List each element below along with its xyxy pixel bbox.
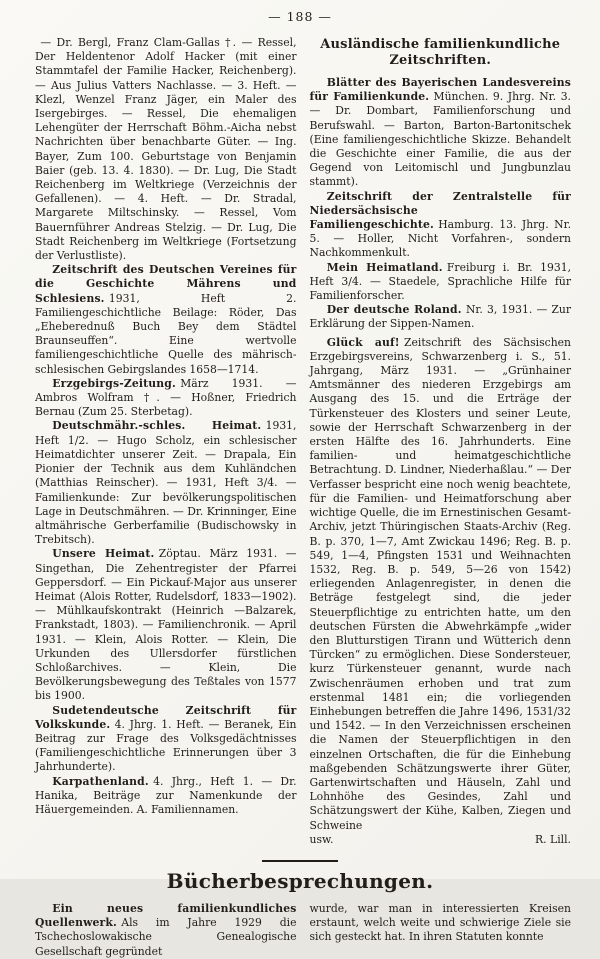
column-right xyxy=(310,36,572,847)
journal-entry xyxy=(310,261,572,304)
journal-title: Sudetendeutsche Zeitschrift für Volkskunde. xyxy=(35,703,297,731)
journal-title: Zeitschrift der Zentralstelle für Niedersächsische Familiengeschichte. xyxy=(309,189,571,232)
journal-title: Der deutsche Roland. xyxy=(326,303,462,317)
journal-title: Karpathenland. xyxy=(52,774,149,788)
journal-entry xyxy=(35,775,297,818)
journal-entry xyxy=(35,547,297,703)
entry-text: Freiburg i. Br. 1931, Heft 3/4. — Staedele, Sprachliche Hilfe für Familienforscher. xyxy=(309,260,571,303)
book-reviews-columns xyxy=(0,893,600,959)
entry-text: 1931, Heft 1/2. — Hugo Scholz, ein schlesischer Heimatdichter unserer Zeit. — Drapala, Ein Pionier der Technik aus dem Kuhländchen (Matthias Reinscher). — 1931, Heft 3/4. — Familienkunde: Zur bevölkerungspolitischen Lage in Deutschmähren. — Dr. Krinninger, Eine altmährische Gerberfamilie (Budischowsky in Trebitsch). xyxy=(35,419,297,547)
section-heading-foreign-journals: Ausländische familienkundliche Zeitschriften. xyxy=(320,37,561,68)
journal-entry xyxy=(35,704,297,775)
book-reviews-column-left xyxy=(35,902,297,959)
journal-title: Glück auf! xyxy=(326,335,400,349)
journal-title: Erzgebirgs-Zeitung. xyxy=(52,376,176,390)
section-divider-rule xyxy=(262,860,338,862)
entry-text: Hamburg. 13. Jhrg. Nr. 5. — Holler, Nicht Vorfahren-, sondern Nachkommenkult. xyxy=(309,218,571,260)
book-review-title: Ein neues familienkundliches Quellenwerk. xyxy=(35,901,297,930)
two-column-body xyxy=(0,24,600,847)
journal-entry xyxy=(310,190,572,261)
entry-text: München. 9. Jhrg. Nr. 3. — Dr. Dombart, Familienforschung und Berufswahl. — Barton, Barton-Bartonitschek (Eine familiengeschichtliche Skizze. Behandelt die Geschichte einer Familie, die aus der Gegend von Leitomischl und Jungbunzlau stammt). xyxy=(309,90,571,189)
entry-text: 1931, Heft 2. Familiengeschichtliche Beilage: Röder, Das „Eheberednuß Buch Bey dem Städtel Braunseuffen“. Eine wertvolle familiengeschichtliche Quelle des mährisch-schlesischen Gebirgslandes 1658—1714. xyxy=(35,291,297,376)
entry-text: — Dr. Bergl, Franz Clam-Gallas †. — Ressel, Der Heldentenor Adolf Hacker (mit einer Stammtafel der Familie Hacker, Reichenberg). — Aus Julius Vatters Nachlasse. — 3. Heft. — Klezl, Wenzel Franz Jäger, ein Maler des Isergebirges. — Ressel, Die ehemaligen Lehengüter der Herrschaft Böhm.-Aicha nebst Nachrichten über benachbarte Güter. — Ing. Bayer, Zum 100. Geburtstage von Benjamin Baier (geb. 13. 4. 1830). — Dr. Lug, Die Stadt Reichenberg im Weltkriege (Verzeichnis der Gefallenen). — 4. Heft. — Dr. Stradal, Margarete Miltschinsky. — Ressel, Vom Bauernführer Andreas Stelzig. — Dr. Lug, Die Stadt Reichenberg im Weltkriege (Fortsetzung der Verlustliste). xyxy=(35,36,297,263)
journal-title: Deutschmähr.-schles. Heimat. xyxy=(52,419,262,433)
signature-row xyxy=(310,833,572,847)
journal-entry xyxy=(310,76,572,190)
book-review-text: Als im Jahre 1929 die Tschechoslowakische Genealogische Gesellschaft gegründet xyxy=(35,916,297,958)
book-review-entry xyxy=(35,902,297,959)
entry-text: März 1931. — Ambros Wolfram †. — Hoßner, Friedrich Bernau (Zum 25. Sterbetag). xyxy=(35,376,297,419)
journal-entry xyxy=(35,377,297,420)
journal-title: Unsere Heimat. xyxy=(52,547,155,561)
entry-text: 4. Jhrg. 1. Heft. — Beranek, Ein Beitrag zur Frage des Volksgedächtnisses (Familiengeschichtliche Erinnerungen über 3 Jahrhunderte). xyxy=(35,717,297,774)
page-number: — 188 — xyxy=(268,9,332,24)
book-review-continuation: wurde, war man in interessierten Kreisen erstaunt, welch weite und schwierige Ziele sie sich gesteckt hat. In ihren Statuten konnte xyxy=(309,901,571,944)
journal-title: Zeitschrift des Deutschen Vereines für die Geschichte Mährens und Schlesiens. xyxy=(35,263,297,305)
entry-text-end: usw. xyxy=(309,832,334,846)
entry-text: Zöptau. März 1931. — Singethan, Die Zehentregister der Pfarrei Geppersdorf. — Ein Pickauf-Major aus unserer Heimat (Alois Rotter, Rudelsdorf, 1833—1902). — Mühlkaufskontrakt (Heinrich —Balzarek, Frankstadt, 1803). — Familienchronik. — April 1931. — Klein, Alois Rotter. — Klein, Die Urkunden des Ullersdorfer fürstlichen Schloßarchives. — Klein, Die Bevölkerungsbewegung des Teßtales von 1577 bis 1900. xyxy=(35,547,297,703)
column-left xyxy=(35,36,297,847)
section-heading-book-reviews: Bücherbesprechungen. xyxy=(166,868,434,893)
entry-text: Nr. 3, 1931. — Zur Erklärung der Sippen-Namen. xyxy=(309,303,571,331)
journal-entry xyxy=(310,303,572,331)
reviewer-signature: R. Lill. xyxy=(535,832,571,846)
entry-text: 4. Jhrg., Heft 1. — Dr. Hanika, Beiträge zur Namenkunde der Häuergemeinden. A. Familiennamen. xyxy=(35,774,297,816)
book-reviews-column-right xyxy=(310,902,572,959)
journal-title: Blätter des Bayerischen Landesvereins für Familienkunde. xyxy=(309,76,571,104)
journal-entry-continuation xyxy=(35,36,297,263)
journal-entry xyxy=(35,419,297,547)
journal-entry xyxy=(35,263,297,377)
entry-text: Zeitschrift des Sächsischen Erzgebirgsvereins, Schwarzenberg i. S., 51. Jahrgang, März 1931. — „Grünhainer Amtsmänner des niederen Erzgebirgs am Ausgang des 15. und die Erträge der Türkensteuer des Klosters und seiner Leute, sowie der Herrschaft Schwarzenberg in der ersten Hälfte des 16. Jahrhunderts. Eine familien- und heimatgeschichtliche Betrachtung. D. Lindner, Niederhaßlau.“ — Der Verfasser bespricht eine noch wenig beachtete, für die Familien- und Heimatforschung aber wichtige Quelle, die im Ernestinischen Gesamt-Archiv, jetzt Thüringischen Staats-Archiv (Reg. B. p. 370, 1—7, Amt Zwickau 1496; Reg. B. p. 549, 1—4, Pfingsten 1531 und Weihnachten 1532, Reg. B. p. 549, 5—26 von 1542) erliegenden Anlagenregister, in denen die Beträge festgelegt sind, die jeder Steuerpflichtige zu entrichten hatte, um den deutschen Fürsten die Abwehrkämpfe „wider den Blutturstigen Tirann und Wütterich denn Türcken“ zu ermöglichen. Diese Sondersteuer, kurz Türkensteuer genannt, wurde nach Zwischenräumen erhoben und trat zum erstenmal 1481 ein; die vorliegenden Einhebungen betreffen die Jahre 1496, 1531/32 und 1542. — In den Verzeichnissen erscheinen die Namen der Steuerpflichtigen in den einzelnen Ortschaften, die für die Einhebung maßgebenden Schätzungswerte ihrer Güter, Gartenwirtschaften und Häuseln, Zahl und Lohnhöhe des Gesindes, Zahl und Schätzungswert der Kühe, Kalben, Ziegen und Schweine xyxy=(309,335,571,832)
journal-entry xyxy=(310,336,572,833)
journal-title: Mein Heimatland. xyxy=(326,260,443,274)
